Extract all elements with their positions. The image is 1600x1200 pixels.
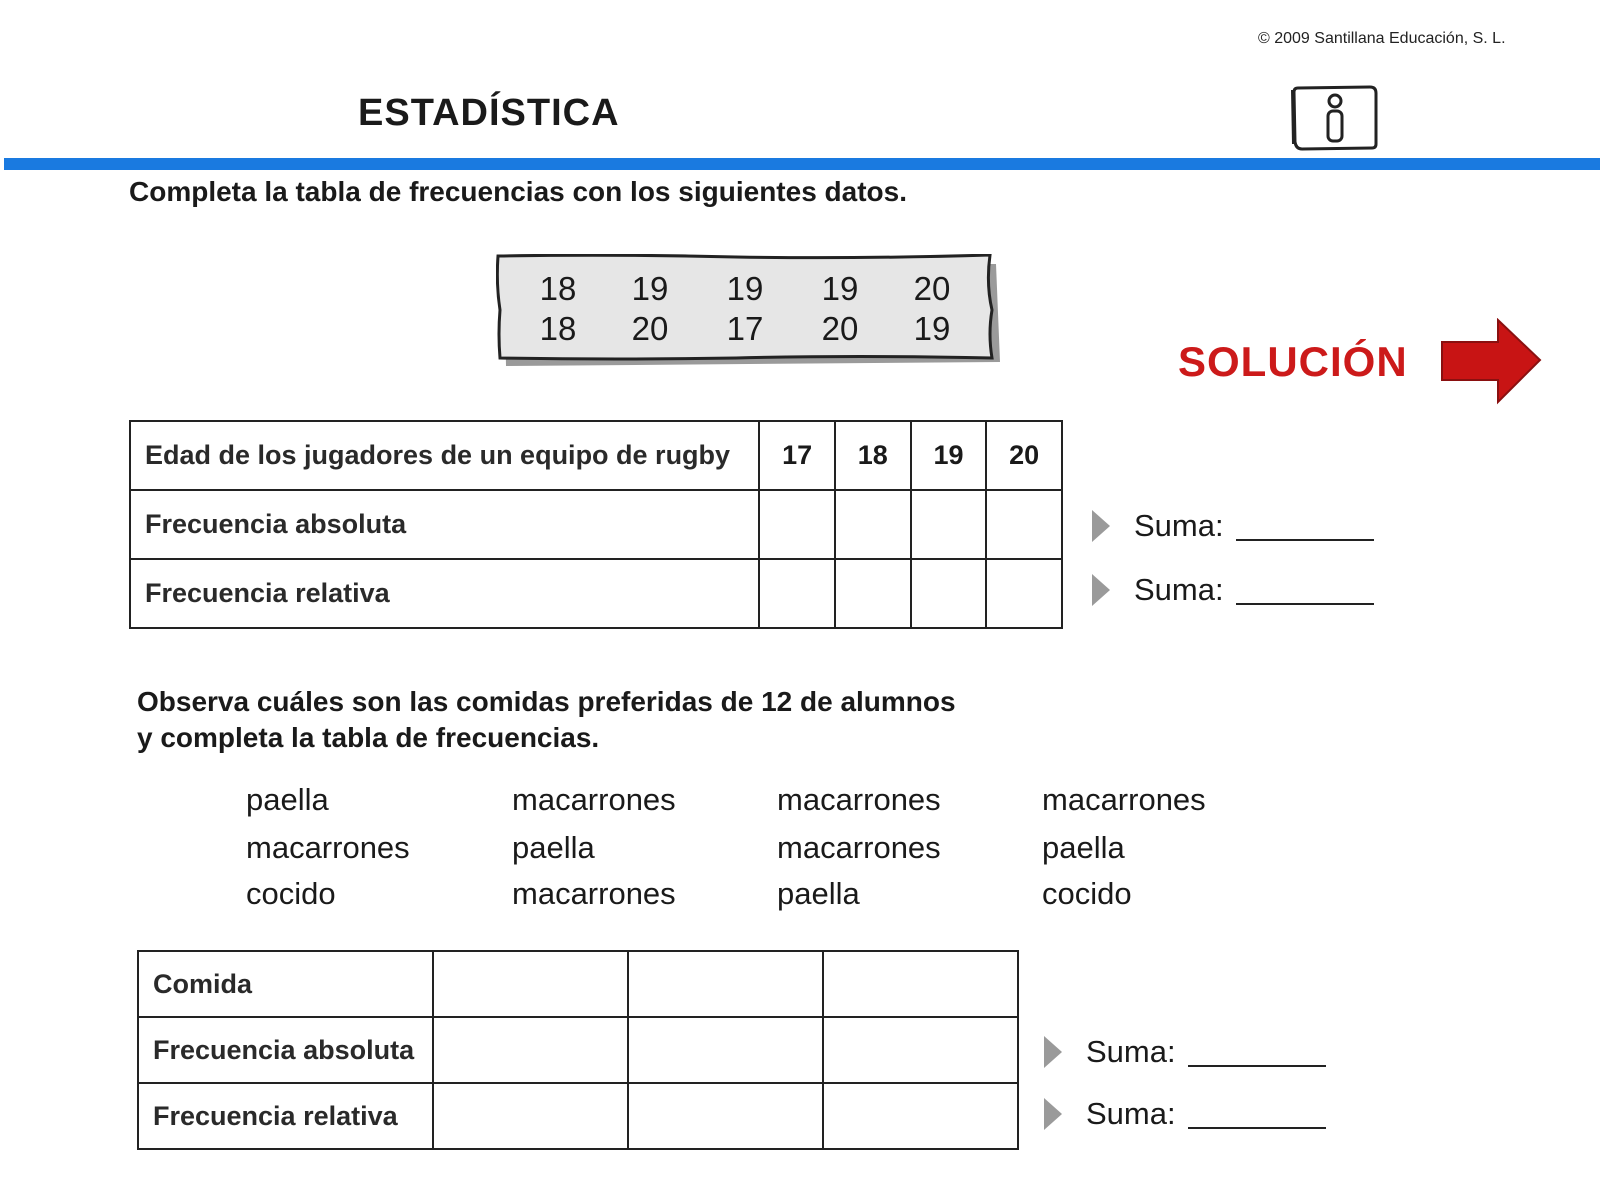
copyright-notice: © 2009 Santillana Educación, S. L.: [1258, 30, 1506, 47]
data-value: 20: [631, 310, 669, 347]
table-row: [138, 1083, 1018, 1149]
food-item: paella: [1042, 830, 1125, 865]
data-value: 18: [539, 270, 577, 307]
row-label-food: Comida: [138, 951, 433, 1017]
food-item: paella: [512, 830, 595, 865]
data-value: 18: [539, 310, 577, 347]
sum-answer-blank[interactable]: [1236, 511, 1374, 541]
table-row: [130, 490, 1062, 559]
answer-cell[interactable]: [823, 1017, 1018, 1083]
sum-relative: [1092, 572, 1374, 608]
data-value: 19: [631, 270, 669, 307]
answer-cell[interactable]: [433, 1083, 628, 1149]
answer-cell[interactable]: [986, 559, 1062, 628]
ages-frequency-table: [129, 420, 1063, 629]
food-item: macarrones: [512, 782, 676, 817]
sum-label: Suma:: [1086, 1034, 1176, 1069]
data-value: 19: [913, 310, 951, 347]
table-row: [138, 951, 1018, 1017]
solution-arrow-icon[interactable]: [1438, 318, 1542, 406]
data-value: 19: [726, 270, 764, 307]
table-column-header: 17: [759, 421, 835, 490]
data-value: 20: [913, 270, 951, 307]
sum-absolute: [1044, 1034, 1326, 1070]
row-label-relative: Frecuencia relativa: [130, 559, 759, 628]
answer-cell[interactable]: [433, 951, 628, 1017]
solution-label[interactable]: SOLUCIÓN: [1178, 338, 1408, 385]
answer-cell[interactable]: [823, 951, 1018, 1017]
food-item: macarrones: [777, 782, 941, 817]
exercise2-instruction-line1: Observa cuáles son las comidas preferidas de 12 de alumnos: [137, 686, 956, 717]
table-column-header: 19: [911, 421, 987, 490]
sum-answer-blank[interactable]: [1188, 1037, 1326, 1067]
food-item: macarrones: [246, 830, 410, 865]
triangle-bullet-icon: [1044, 1098, 1062, 1130]
answer-cell[interactable]: [759, 490, 835, 559]
food-item: macarrones: [512, 876, 676, 911]
page-title: ESTADÍSTICA: [358, 92, 620, 134]
data-value: 19: [821, 270, 859, 307]
data-values: [528, 270, 972, 358]
answer-cell[interactable]: [628, 951, 823, 1017]
answer-cell[interactable]: [835, 490, 911, 559]
food-item: paella: [246, 782, 329, 817]
data-value: 20: [821, 310, 859, 347]
sum-answer-blank[interactable]: [1236, 575, 1374, 605]
food-item: paella: [777, 876, 860, 911]
triangle-bullet-icon: [1092, 510, 1110, 542]
answer-cell[interactable]: [759, 559, 835, 628]
row-label-absolute: Frecuencia absoluta: [130, 490, 759, 559]
row-label-absolute: Frecuencia absoluta: [138, 1017, 433, 1083]
answer-cell[interactable]: [835, 559, 911, 628]
answer-cell[interactable]: [823, 1083, 1018, 1149]
exercise2-instruction-line2: y completa la tabla de frecuencias.: [137, 722, 600, 753]
food-item: cocido: [246, 876, 336, 911]
table-header-label: Edad de los jugadores de un equipo de rugby: [130, 421, 759, 490]
table-row: [138, 1017, 1018, 1083]
sum-relative: [1044, 1096, 1326, 1132]
sum-label: Suma:: [1134, 572, 1224, 607]
triangle-bullet-icon: [1092, 574, 1110, 606]
sum-answer-blank[interactable]: [1188, 1099, 1326, 1129]
answer-cell[interactable]: [911, 490, 987, 559]
food-item: macarrones: [777, 830, 941, 865]
header-divider: [4, 158, 1600, 170]
row-label-relative: Frecuencia relativa: [138, 1083, 433, 1149]
table-row: [130, 421, 1062, 490]
triangle-bullet-icon: [1044, 1036, 1062, 1068]
table-column-header: 20: [986, 421, 1062, 490]
food-item: macarrones: [1042, 782, 1206, 817]
answer-cell[interactable]: [628, 1017, 823, 1083]
sum-absolute: [1092, 508, 1374, 544]
info-icon[interactable]: [1290, 84, 1380, 152]
answer-cell[interactable]: [911, 559, 987, 628]
table-column-header: 18: [835, 421, 911, 490]
exercise1-instruction: Completa la tabla de frecuencias con los siguientes datos.: [129, 176, 907, 207]
food-item: cocido: [1042, 876, 1132, 911]
answer-cell[interactable]: [986, 490, 1062, 559]
table-row: [130, 559, 1062, 628]
sum-label: Suma:: [1134, 508, 1224, 543]
sum-label: Suma:: [1086, 1096, 1176, 1131]
answer-cell[interactable]: [628, 1083, 823, 1149]
answer-cell[interactable]: [433, 1017, 628, 1083]
food-frequency-table: [137, 950, 1019, 1150]
data-value: 17: [726, 310, 764, 347]
